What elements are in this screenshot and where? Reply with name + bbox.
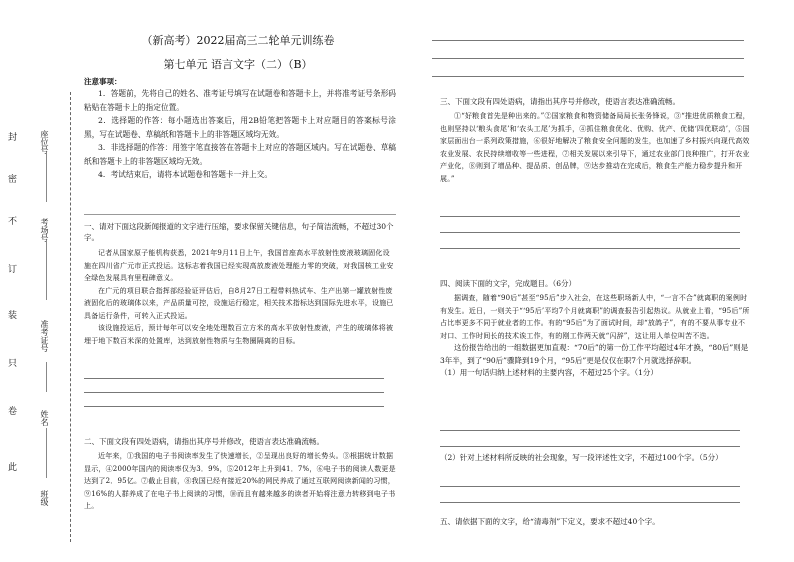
q4-subquestion-1: （1）用一句话归纳上述材料的主要内容，不超过25个字。（1分） — [440, 368, 658, 377]
notes-divider — [84, 214, 396, 215]
q1-prompt: 一、请对下面这段新闻报道的文字进行压缩，要求保留关键信息，句子简洁流畅，不超过30个字。 — [84, 222, 394, 242]
q4-text: 据调查，随着“90后”甚至“95后”步入社会，在这些职场新人中，“一言不合”就离职的案例时有发生。近日，一则关于“‘95后’平均7个月就离职”的调查报告引起热议。从就业上看，“95后”所占比率更多不同于就业者的工作。有的“95后”为了面试时间，却“放鸽子”，有的不要从事专业不对口、工作时间长的技术诶工作，有的刚工作两天就“闪辞”，这让用人单位叫苦不迭。 — [440, 294, 750, 340]
q5-prompt: 五、请依据下面的文字，给“清毒剂”下定义，要求不超过40个字。 — [440, 517, 660, 526]
name-label: 姓名 — [40, 410, 49, 426]
answer-line — [432, 58, 744, 59]
q1-paragraph: 在广元的项目联合指挥部经验证评估后，自8月27日工程带料热试车、生产出第一罐放射性废液固化后的玻璃体以来，产品质量可控，设施运行稳定，相关技术指标达到国际先进水平，设施已具备运行条件，可转入正式投运。 — [84, 286, 394, 320]
question-2 — [84, 436, 396, 513]
answer-line — [432, 76, 744, 77]
q4-prompt: 四、阅读下面的文字，完成题目。（6分） — [440, 279, 577, 288]
answer-line — [432, 40, 744, 41]
q4-1-answer-line — [440, 446, 740, 447]
exam-room-label: 考场号 — [40, 218, 49, 242]
q2-text: 近年来，①我国的电子书阅读率发生了快速增长，②呈现出良好的增长势头。③根据统计数据显示，④2000年国内的阅读率仅为3．9%，⑤2012年上升到41．7%，⑥电子书的阅读人数更是达到了2．95亿。⑦截止目前，⑧我国已经有接近20%的网民养成了通过互联网阅读新闻的习惯，⑨16%的人群养成了在电子书上阅读的习惯，⑩而且有越来越多的读者开始将注意力转移到电子书上。 — [84, 452, 396, 510]
name-line — [46, 428, 47, 478]
seal-char: 卷 — [8, 407, 18, 417]
q4-2-answer-line — [440, 486, 740, 487]
q4-subquestion-2: （2）针对上述材料所反映的社会现象，写一段评述性文字，不超过100个字。（5分） — [440, 453, 723, 462]
q3-text: ①“好粮食首先是种出来的。”②国家粮食和物资储备局局长张务锋说，③“推进优质粮食工程，也则坚持以‘粮头食尾’和‘农头工尾’为抓手，④抓住粮食优化、优购、优产、优储‘四优联动’，⑤国家层面出台一系列政策措施，⑥很好地解决了粮食安全问题的发生，也加速了乡村振兴向现代高效农业发展、农民持续增收等一些进程，⑦相关发展以来引导下，通过农业部门良种推广，打开农业产业化，⑧则到了增品种、提品质、创品牌，⑨达步推动在完成后，粮食生产能力稳步提升和开展。” — [440, 112, 750, 183]
seal-char: 此 — [8, 463, 18, 473]
q1-answer-line — [84, 378, 384, 379]
q1-paragraph: 该设施投运后，预计每年可以安全地处理数百立方米的高水平放射性废液，产生的玻璃体将被埋于地下数百米深的处置库，达到放射性物质与生物圈隔离的目标。 — [84, 324, 394, 345]
seal-char: 只 — [8, 359, 18, 369]
q1-answer-line — [84, 392, 384, 393]
seat-number-label: 座位号 — [40, 130, 49, 154]
note-item: 3．非选择题的作答：用签字笔直接答在答题卡上对应的答题区域内。写在试题卷、草稿纸和答题卡上的非答题区域均无效。 — [84, 143, 396, 166]
note-item: 4．考试结束后，请将本试题卷和答题卡一并上交。 — [98, 170, 273, 179]
q4-subquestion-2-wrap — [440, 452, 750, 463]
seal-char: 密 — [8, 175, 18, 185]
notes-section — [84, 76, 396, 182]
q4-2-answer-line — [440, 502, 740, 503]
class-label: 班级 — [40, 490, 49, 506]
seal-char: 订 — [8, 265, 18, 275]
binding-dashed-line — [70, 92, 71, 542]
q3-answer-line — [440, 248, 740, 249]
question-1 — [84, 221, 396, 347]
note-item: 2．选择题的作答：每小题选出答案后，用2B铅笔把答题卡上对应题目的答案标号涂黑，写在试题卷、草稿纸和答题卡上的非答题区域均无效。 — [84, 116, 396, 139]
q2-prompt: 二、下面文段有四处语病，请指出其序号并修改，使语言表达准确流畅。 — [84, 437, 324, 446]
q4-text2: 这份报告给出的一组数据更加直观：“70后”的第一份工作平均超过4年才换，“80后”则是3年半，到了“90后”骤降到19个月，“95后”更是仅仅在职7个月就选择辞职。 — [440, 343, 749, 365]
seal-char: 封 — [8, 133, 18, 143]
q4-1-answer-line — [440, 430, 740, 431]
exam-room-line — [46, 240, 47, 300]
seal-char: 不 — [8, 217, 18, 227]
question-5 — [440, 516, 750, 527]
q1-answer-line — [84, 406, 384, 407]
seal-char: 装 — [8, 311, 18, 321]
seat-number-line — [46, 152, 47, 202]
question-4 — [440, 264, 750, 380]
q3-answer-line — [440, 216, 740, 217]
q3-answer-line — [440, 232, 740, 233]
exam-title: （新高考）2022届高三二轮单元训练卷 — [141, 34, 335, 47]
question-3 — [440, 96, 750, 185]
left-column — [78, 32, 398, 72]
notes-title: 注意事项： — [84, 77, 122, 86]
q1-paragraph: 记者从国家原子能机构获悉，2021年9月11日上午，我国首座高水平放射性废液玻璃固化设施在四川省广元市正式投运。这标志着我国已经实现高放废液处理能力零的突破，对我国核工业安全绿色发展具有里程碑意义。 — [84, 249, 394, 282]
exam-number-label: 准考证号 — [40, 320, 49, 352]
unit-title: 第七单元 语言文字（二）（B） — [163, 58, 313, 71]
exam-number-line — [46, 362, 47, 392]
note-item: 1．答题前，先将自己的姓名、准考证号填写在试题卷和答题卡上，并将准考证号条形码粘贴在答题卡上的指定位置。 — [84, 89, 396, 112]
q3-prompt: 三、下面文段有四处语病，请指出其序号并修改，使语言表达准确流畅。 — [440, 97, 680, 106]
